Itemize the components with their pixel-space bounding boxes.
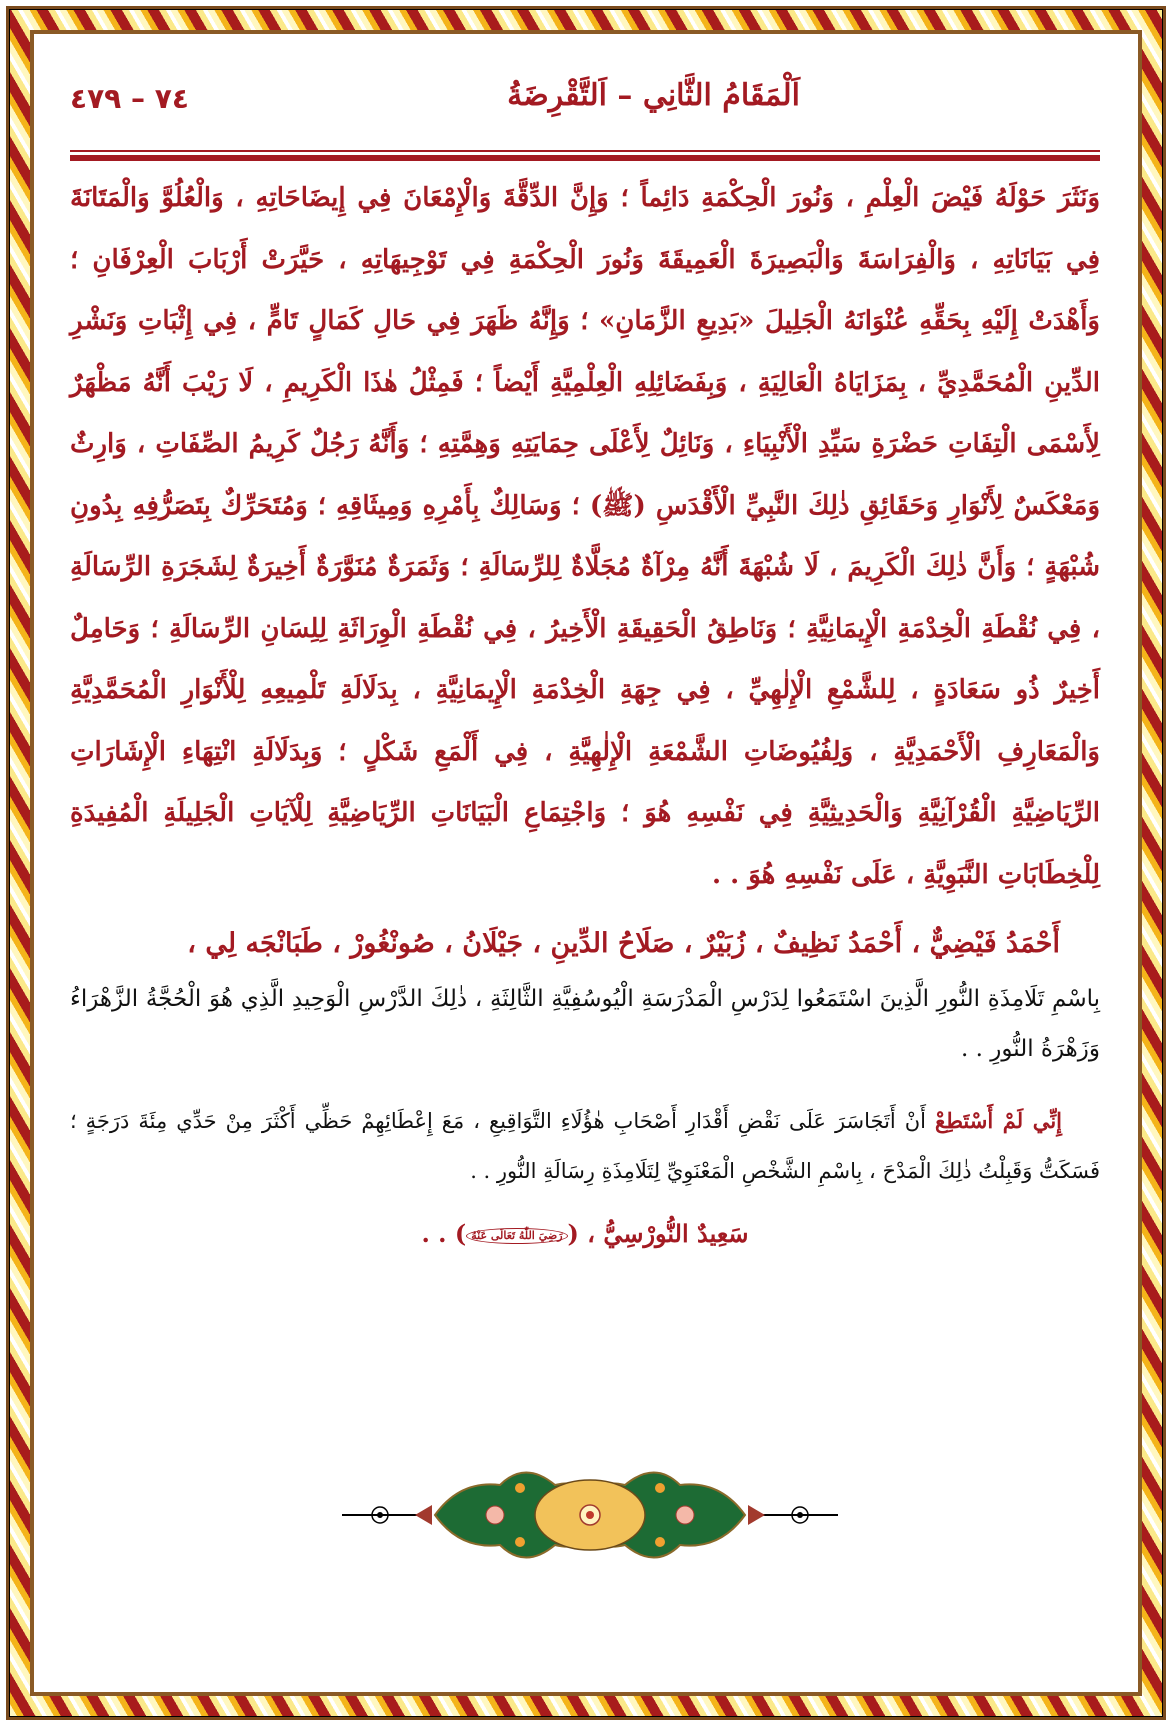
black-paragraph: بِاسْمِ تَلَامِذَةِ النُّورِ الَّذِينَ اسْتَمَعُوا لِدَرْسِ الْمَدْرَسَةِ الْيُوسُفِيَّةِ الثَّالِثَةِ ، ذٰلِكَ الدَّرْسِ الْوَحِيدِ الَّذِي هُوَ الْحُجَّةُ الزَّهْرَاءُ وَزَهْرَةُ النُّورِ . . <box>70 986 1100 1062</box>
reply-lead: إِنِّي لَمْ أَسْتَطِعْ <box>935 1108 1062 1133</box>
header-rule-thin <box>70 150 1100 152</box>
signatories-names: أَحْمَدُ فَيْضِيٌّ ، أَحْمَدُ نَظِيفٌ ، زُبَيْرٌ ، صَلَاحُ الدِّينِ ، جَيْلَانُ ، صُونْغُورْ ، طَبَانْجَه لِي ، <box>187 928 1060 959</box>
page-numbers: ٧٤ – ٤٧٩ <box>70 82 189 115</box>
red-paragraph: وَنَثَرَ حَوْلَهُ فَيْضَ الْعِلْمِ ، وَنُورَ الْحِكْمَةِ دَائِماً ؛ وَإِنَّ الدِّقَّةَ وَالْإِمْعَانَ فِي إِيضَاحَاتِهِ ، وَالْعُلُوَّ وَالْمَتَانَةَ فِي بَيَانَاتِهِ ، وَالْفِرَاسَةَ وَالْبَصِيرَةَ الْعَمِيقَةَ وَنُورَ الْحِكْمَةِ فِي تَوْجِيهَاتِهِ ، حَيَّرَتْ أَرْبَابَ الْعِرْفَانِ ؛ وَأَهْدَتْ إِلَيْهِ بِحَقِّهِ عُنْوَانَهُ الْجَلِيلَ «بَدِيعِ الزَّمَانِ» ؛ وَإِنَّهُ ظَهَرَ فِي حَالِ كَمَالٍ تَامٍّ ، فِي إِثْبَاتِ وَنَشْرِ الدِّينِ الْمُحَمَّدِيِّ ، بِمَزَايَاهُ الْعَالِيَةِ ، وَبِفَضَائِلِهِ الْعِلْمِيَّةِ أَيْضاً ؛ فَمِثْلُ هٰذَا الْكَرِيمِ ، لَا رَيْبَ أَنَّهُ مَظْهَرٌ لِأَسْمَى الْتِفَاتِ حَضْرَةِ سَيِّدِ الْأَنْبِيَاءِ ، وَنَائِلٌ لِأَعْلَى حِمَايَتِهِ وَهِمَّتِهِ ؛ وَأَنَّهُ رَجُلٌ كَرِيمُ الصِّفَاتِ ، وَارِثٌ وَمَعْكَسٌ لِأَنْوَارِ وَحَقَائِقِ ذٰلِكَ النَّبِيِّ الْأَقْدَسِ (ﷺ) ؛ وَسَالِكٌ بِأَمْرِهِ وَمِيثَاقِهِ ؛ وَمُتَحَرِّكٌ بِتَصَرُّفِهِ بِدُونِ شُبْهَةٍ ؛ وَأَنَّ ذٰلِكَ الْكَرِيمَ ، لَا شُبْهَةَ أَنَّهُ مِرْآةٌ مُجَلَّاةٌ لِلرِّسَالَةِ ؛ وَثَمَرَةٌ مُنَوَّرَةٌ أَخِيرَةٌ لِشَجَرَةِ الرِّسَالَةِ ، فِي نُقْطَةِ الْخِدْمَةِ الْإِيمَانِيَّةِ ؛ وَنَاطِقُ الْحَقِيقَةِ الْأَخِيرُ ، فِي نُقْطَةِ الْوِرَاثَةِ لِلِسَانِ الرِّسَالَةِ ؛ وَحَامِلٌ أَخِيرٌ ذُو سَعَادَةٍ ، لِلشَّمْعِ الْإِلٰهِيِّ ، فِي جِهَةِ الْخِدْمَةِ الْإِيمَانِيَّةِ ، بِدَلَالَةِ تَلْمِيعِهِ لِلْأَنْوَارِ الْمُحَمَّدِيَّةِ وَالْمَعَارِفِ الْأَحْمَدِيَّةِ ، وَلِفُيُوضَاتِ الشَّمْعَةِ الْإِلٰهِيَّةِ ، فِي أَلْمَعِ شَكْلٍ ؛ وَبِدَلَالَةِ انْتِهَاءِ الْإِشَارَاتِ الرِّيَاضِيَّةِ الْقُرْآنِيَّةِ وَالْحَدِيثِيَّةِ فِي نَفْسِهِ هُوَ ؛ وَاجْتِمَاعِ الْبَيَانَاتِ الرِّيَاضِيَّةِ لِلْآيَاتِ الْجَلِيلَةِ الْمُفِيدَةِ لِلْخِطَابَاتِ النَّبَوِيَّةِ ، عَلَى نَفْسِهِ هُوَ . . <box>70 183 1101 890</box>
reply-text: أَنْ أَتَجَاسَرَ عَلَى نَقْضِ أَقْدَارِ أَصْحَابِ هٰؤُلَاءِ التَّوَاقِيعِ ، مَعَ إِعْطَائِهِمْ حَظِّي أَكْثَرَ مِنْ حَدِّي مِئَةَ دَرَجَةٍ ؛ فَسَكَتُّ وَقَبِلْتُ ذٰلِكَ الْمَدْحَ ، بِاسْمِ الشَّخْصِ الْمَعْنَوِيِّ لِتَلَامِذَةِ رِسَالَةِ النُّورِ . . <box>70 1109 1100 1183</box>
honorific-calligraphy-icon: رَضِيَ اللّٰهُ تَعَالَى عَنْهُ <box>466 1228 567 1244</box>
page-body <box>70 168 1100 1254</box>
signature-name: سَعِيدٌ النُّورْسِيُّ ، ( <box>567 1219 749 1248</box>
floral-divider-ornament-icon <box>340 1460 840 1570</box>
signature <box>70 1214 1100 1254</box>
signature-end: ) . . <box>421 1219 467 1248</box>
reply-paragraph <box>70 1096 1100 1196</box>
section-title: اَلْمَقَامُ الثَّانِي – اَلتَّقْرِضَةُ <box>507 78 800 113</box>
page-header <box>70 78 1100 148</box>
header-rule-thick <box>70 155 1100 161</box>
